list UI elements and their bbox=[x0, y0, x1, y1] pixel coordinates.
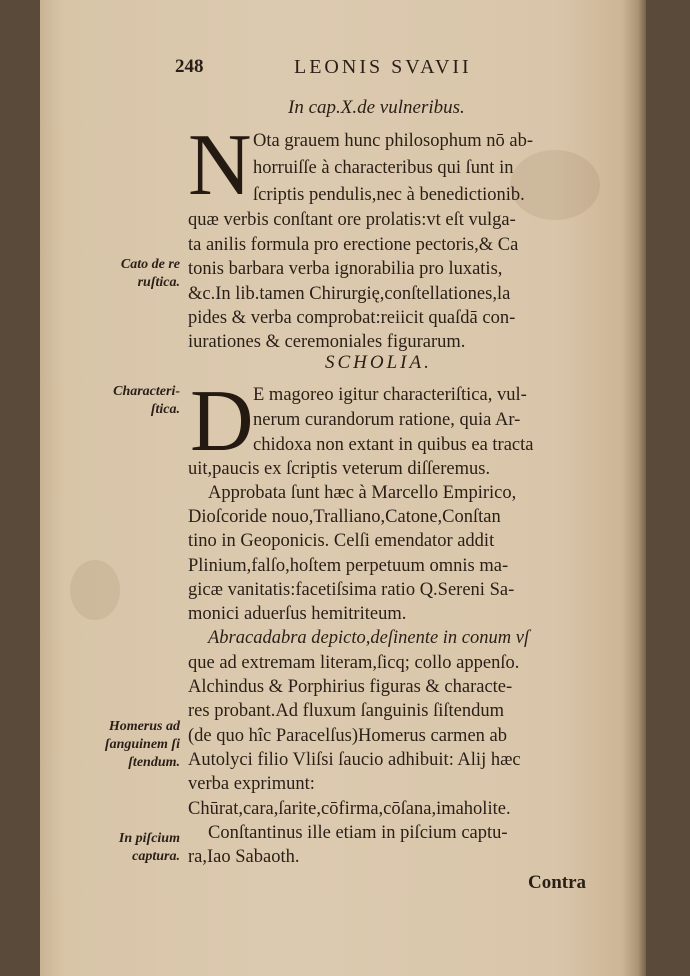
margin-note-line: ſtendum. bbox=[128, 755, 180, 770]
text-line: nerum curandorum ratione, quia Ar- bbox=[253, 410, 521, 430]
text-line: res probant.Ad fluxum ſanguinis ſiſtendum bbox=[188, 701, 504, 721]
text-line: Abracadabra depicto,deſinente in conum vſ bbox=[208, 628, 530, 648]
text-line: Ota grauem hunc philosophum nō ab- bbox=[253, 131, 534, 151]
margin-note-line: Characteri- bbox=[113, 384, 180, 399]
text-line: &c.In lib.tamen Chirurgię,conſtellationes,la bbox=[188, 284, 511, 304]
text-line: Approbata ſunt hæc à Marcello Empirico, bbox=[208, 483, 517, 503]
margin-note-cato bbox=[60, 256, 180, 292]
margin-note-line: Homerus ad bbox=[108, 719, 180, 734]
catchword: Contra bbox=[528, 872, 587, 893]
text-line: ra,Iao Sabaoth. bbox=[188, 847, 300, 867]
text-line: Autolyci filio Vliſsi ſaucio adhibuit: Alij hæc bbox=[188, 750, 521, 770]
text-line: gicæ vanitatis:facetiſsima ratio Q.Sereni Sa- bbox=[188, 580, 515, 600]
text-line: chidoxa non extant in quibus ea tracta bbox=[253, 435, 534, 455]
paper-stain bbox=[70, 560, 120, 620]
text-line: ta anilis formula pro erectione pectoris,& Ca bbox=[188, 235, 519, 255]
text-line: Dioſcoride nouo,Tralliano,Catone,Conſtan bbox=[188, 507, 501, 527]
text-line: horruiſſe à characteribus qui ſunt in bbox=[253, 158, 514, 178]
text-line: pides & verba comprobat:reiicit quaſdā con- bbox=[188, 308, 516, 328]
margin-note-line: ſanguinem ſi bbox=[104, 737, 180, 752]
margin-note-line: captura. bbox=[132, 849, 180, 864]
text-line: Conſtantinus ille etiam in piſcium captu- bbox=[208, 823, 508, 843]
margin-note-homerus bbox=[60, 718, 180, 772]
margin-note-line: Cato de re bbox=[120, 257, 180, 272]
margin-note-line: ruſtica. bbox=[137, 275, 180, 290]
text-line: quæ verbis conſtant ore prolatis:vt eſt vulga- bbox=[188, 210, 516, 230]
margin-note-line: In piſcium bbox=[118, 831, 180, 846]
text-line: uit,paucis ex ſcriptis veterum diſſeremus. bbox=[188, 459, 491, 479]
text-line: Alchindus & Porphirius figuras & characte- bbox=[188, 677, 513, 697]
page-gutter-shadow bbox=[638, 0, 646, 976]
text-line: Chūrat,cara,ſarite,cōfirma,cōſana,imaholite. bbox=[188, 799, 511, 819]
text-line: monici aduerſus hemitriteum. bbox=[188, 604, 407, 624]
text-line: ſcriptis pendulis,nec à benedictionib. bbox=[253, 185, 525, 205]
page-header bbox=[40, 56, 646, 82]
drop-cap-n: N bbox=[188, 117, 252, 214]
text-line: verba exprimunt: bbox=[188, 774, 315, 794]
page-number: 248 bbox=[175, 56, 204, 77]
text-line: tino in Geoponicis. Celſi emendator addit bbox=[188, 531, 495, 551]
text-line: que ad extremam literam,ſicq; collo appenſo. bbox=[188, 653, 520, 673]
text-line: iurationes & ceremoniales figurarum. bbox=[188, 332, 466, 352]
scholia-heading: SCHOLIA. bbox=[325, 352, 432, 373]
text-line: (de quo hîc Paracelſus)Homerus carmen ab bbox=[188, 726, 507, 746]
text-line: Plinium,falſo,hoſtem perpetuum omnis ma- bbox=[188, 556, 509, 576]
text-line: tonis barbara verba ignorabilia pro luxatis, bbox=[188, 259, 503, 279]
section-title: In cap.X.de vulneribus. bbox=[288, 97, 465, 118]
drop-cap-d: D bbox=[190, 373, 254, 470]
text-line: E magoreo igitur characteriſtica, vul- bbox=[253, 385, 527, 405]
margin-note-line: ſtica. bbox=[150, 402, 180, 417]
book-page bbox=[40, 0, 646, 976]
margin-note-characteristica bbox=[60, 383, 180, 419]
running-head: LEONIS SVAVII bbox=[294, 56, 472, 78]
margin-note-piscium bbox=[60, 830, 180, 866]
